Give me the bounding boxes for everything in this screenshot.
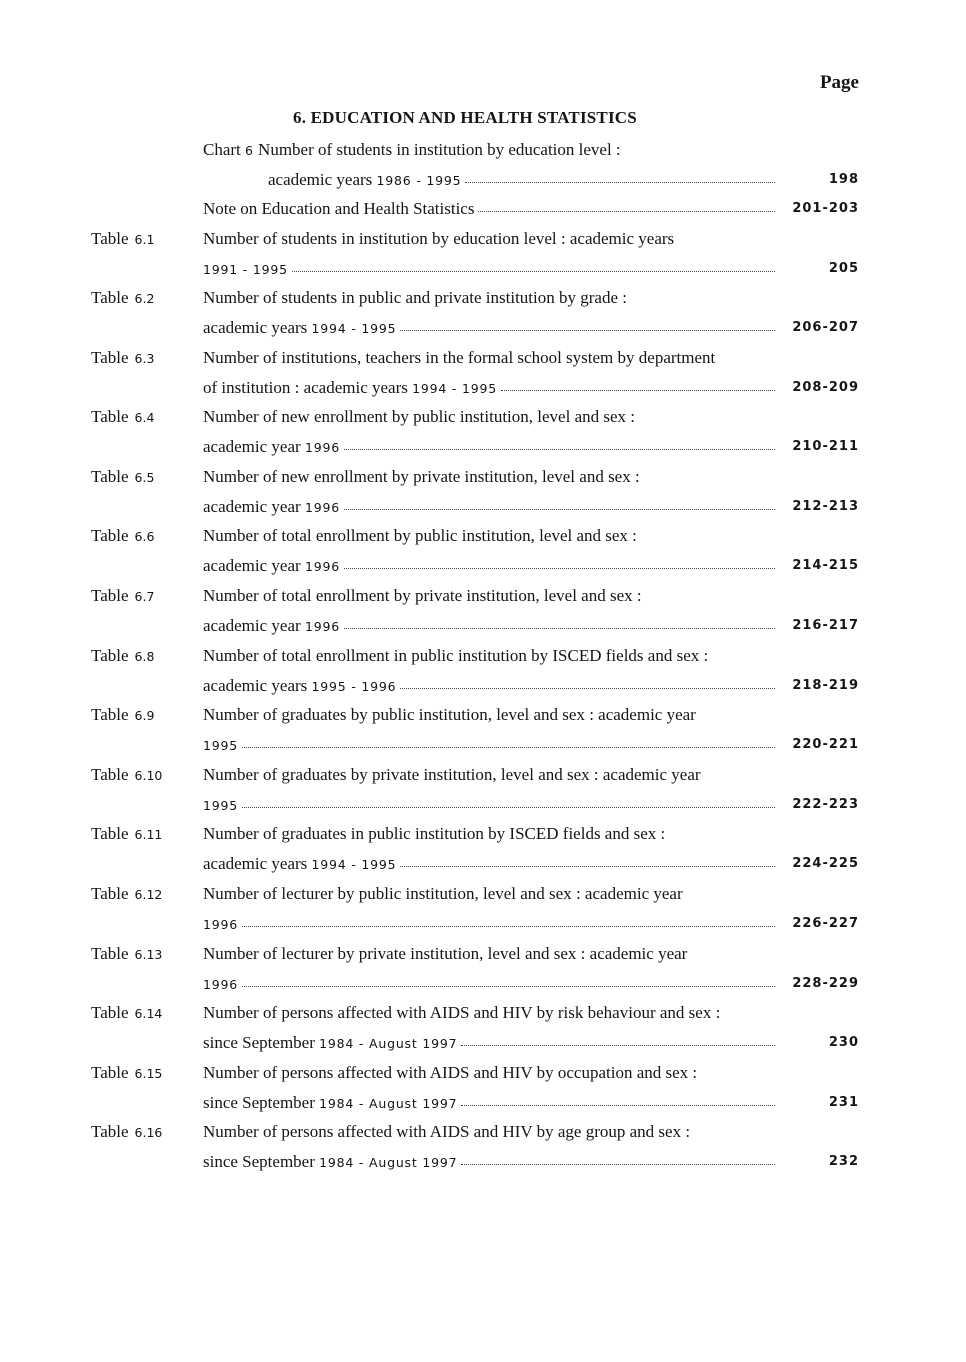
table-label-word: Table: [91, 943, 129, 963]
table-title-line2: [203, 676, 775, 696]
table-line2-text: academic year: [203, 616, 301, 636]
toc-entry-table[interactable]: [0, 344, 966, 404]
dot-leader: [242, 793, 775, 808]
table-label: [91, 705, 154, 725]
table-number: 6.9: [134, 708, 155, 724]
toc-entry-table[interactable]: [0, 820, 966, 880]
dot-leader: [242, 972, 775, 987]
table-number: 6.12: [134, 887, 163, 903]
table-label-word: Table: [91, 228, 129, 248]
chart-line2: [268, 170, 775, 190]
page-number: 214-215: [792, 558, 859, 574]
toc-entry-table[interactable]: [0, 761, 966, 821]
table-title-line2: [203, 378, 775, 398]
table-label-word: Table: [91, 407, 129, 427]
chart-line1: [203, 140, 621, 160]
table-line2-years: 1996: [304, 499, 340, 515]
toc-entry-chart[interactable]: [0, 136, 966, 195]
table-label-word: Table: [91, 1062, 129, 1082]
table-line2-years: 1995: [203, 738, 239, 754]
toc-entry-table[interactable]: [0, 1059, 966, 1119]
table-number: 6.15: [134, 1065, 163, 1081]
table-number: 6.3: [134, 350, 155, 366]
table-title-line2: [203, 318, 775, 338]
table-label: [91, 1122, 162, 1142]
table-title-line1: Number of new enrollment by public institution, level and sex :: [203, 407, 635, 427]
note-line: [203, 199, 775, 219]
table-label-word: Table: [91, 466, 129, 486]
table-line2-years: 1996: [304, 559, 340, 575]
table-line2-text: academic year: [203, 496, 301, 516]
table-label: [91, 467, 154, 487]
table-title-line2: [203, 735, 775, 753]
page-number: 218-219: [792, 677, 859, 693]
table-label-word: Table: [91, 884, 129, 904]
page-number: 205: [828, 260, 859, 276]
table-number: 6.7: [134, 589, 155, 605]
table-line2-years: 1996: [304, 619, 340, 635]
table-label-word: Table: [91, 526, 129, 546]
page-number: 224-225: [792, 856, 859, 872]
table-label: [91, 526, 154, 546]
toc-entry-table[interactable]: [0, 701, 966, 761]
table-line2-text: academic years: [203, 675, 308, 695]
table-title-line1: Number of institutions, teachers in the formal school system by department: [203, 347, 716, 367]
table-title-line1: Number of total enrollment by public institution, level and sex :: [203, 526, 637, 546]
page-number: 228-229: [792, 975, 859, 991]
table-number: 6.13: [134, 946, 163, 962]
table-title-line2: [203, 795, 775, 813]
table-label: [91, 348, 154, 368]
dot-leader: [400, 852, 775, 867]
table-title-line1: Number of total enrollment in public institution by ISCED fields and sex :: [203, 645, 709, 665]
toc-entry-table[interactable]: [0, 1118, 966, 1178]
page-column-heading: Page: [819, 72, 859, 93]
dot-leader: [400, 674, 775, 689]
toc-entry-table[interactable]: [0, 463, 966, 523]
dot-leader: [478, 197, 775, 212]
table-line2-years: 1994 - 1995: [311, 857, 397, 873]
table-title-line2: [203, 556, 775, 576]
chart-line2-text: academic years: [268, 170, 373, 189]
toc-entry-table[interactable]: [0, 642, 966, 702]
dot-leader: [242, 733, 775, 748]
table-number: 6.8: [134, 648, 155, 664]
dot-leader: [465, 168, 775, 183]
chart-title: Number of students in institution by education level :: [258, 140, 621, 159]
table-title-line1: Number of persons affected with AIDS and HIV by age group and sex :: [203, 1122, 691, 1142]
table-line2-text: of institution : academic years: [203, 377, 408, 397]
table-label: [91, 884, 162, 904]
table-line2-text: since September: [203, 1152, 315, 1172]
page-number: 230: [828, 1035, 859, 1051]
table-title-line1: Number of lecturer by public institution, level and sex : academic year: [203, 884, 683, 904]
table-title-line2: [203, 437, 775, 457]
toc-entry-table[interactable]: [0, 522, 966, 582]
page-number: 208-209: [792, 379, 859, 395]
table-number: 6.1: [134, 231, 155, 247]
table-title-line2: [203, 1033, 775, 1053]
table-title-line1: Number of graduates in public institution by ISCED fields and sex :: [203, 824, 666, 844]
table-label: [91, 646, 154, 666]
dot-leader: [242, 912, 775, 927]
table-line2-years: 1995: [203, 797, 239, 813]
chart-label: Chart: [203, 140, 241, 159]
table-label-word: Table: [91, 1003, 129, 1023]
table-title-line2: [203, 259, 775, 277]
table-title-line1: Number of students in institution by education level : academic years: [203, 228, 675, 248]
table-label: [91, 1063, 162, 1083]
table-title-line1: Number of new enrollment by private institution, level and sex :: [203, 466, 640, 486]
table-title-line1: Number of graduates by private institution, level and sex : academic year: [203, 764, 701, 784]
dot-leader: [501, 376, 775, 391]
table-title-line2: [203, 914, 775, 932]
table-label-word: Table: [91, 288, 129, 308]
table-number: 6.6: [134, 529, 155, 545]
table-title-line1: Number of students in public and private institution by grade :: [203, 288, 627, 308]
page-number: 222-223: [792, 796, 859, 812]
page-number: 210-211: [792, 439, 859, 455]
page-number: 226-227: [792, 916, 859, 932]
dot-leader: [461, 1091, 775, 1106]
table-line2-text: academic years: [203, 318, 308, 338]
table-title-line2: [203, 1093, 775, 1113]
toc-entry-table[interactable]: [0, 582, 966, 642]
page-number: 220-221: [792, 737, 859, 753]
table-label-word: Table: [91, 764, 129, 784]
table-title-line1: Number of persons affected with AIDS and HIV by risk behaviour and sex :: [203, 1003, 721, 1023]
toc-entry-table[interactable]: [0, 940, 966, 1000]
toc-entry-table[interactable]: [0, 225, 966, 285]
table-line2-years: 1991 - 1995: [203, 261, 288, 277]
dot-leader: [344, 435, 775, 450]
table-line2-years: 1994 - 1995: [311, 321, 397, 337]
table-title-line1: Number of graduates by public institution, level and sex : academic year: [203, 705, 696, 725]
note-title: Note on Education and Health Statistics: [203, 199, 475, 218]
table-label: [91, 824, 162, 844]
dot-leader: [344, 614, 775, 629]
chart-line2-years: 1986 - 1995: [376, 173, 462, 188]
toc-entry-table[interactable]: [0, 284, 966, 344]
table-line2-years: 1984 - August 1997: [319, 1036, 458, 1052]
table-line2-years: 1996: [304, 440, 340, 456]
table-number: 6.5: [134, 469, 155, 485]
table-line2-years: 1984 - August 1997: [319, 1095, 458, 1111]
table-title-line2: [203, 1152, 775, 1172]
table-label-word: Table: [91, 586, 129, 606]
table-label-word: Table: [91, 1122, 129, 1142]
toc-entry-table[interactable]: [0, 999, 966, 1059]
chart-number: 6: [245, 143, 254, 158]
page-number: 231: [828, 1094, 859, 1110]
dot-leader: [461, 1150, 775, 1165]
table-line2-text: academic year: [203, 556, 301, 576]
table-line2-years: 1996: [203, 976, 239, 992]
table-line2-text: since September: [203, 1092, 315, 1112]
table-label-word: Table: [91, 347, 129, 367]
table-number: 6.14: [134, 1006, 163, 1022]
page-number: 201-203: [792, 201, 859, 216]
page-number: 216-217: [792, 618, 859, 634]
table-title-line1: Number of lecturer by private institution, level and sex : academic year: [203, 943, 688, 963]
table-title-line2: [203, 497, 775, 517]
table-label: [91, 586, 154, 606]
page-number: 206-207: [792, 320, 859, 336]
page-number: 232: [828, 1154, 859, 1170]
table-label-word: Table: [91, 824, 129, 844]
table-number: 6.11: [134, 827, 163, 843]
page-number: 198: [828, 172, 859, 187]
table-line2-years: 1995 - 1996: [311, 678, 397, 694]
toc-entry-table[interactable]: [0, 880, 966, 940]
table-entries: [0, 225, 966, 1179]
table-line2-text: academic year: [203, 437, 301, 457]
table-label: [91, 1003, 162, 1023]
page-number: 212-213: [792, 498, 859, 514]
table-label: [91, 944, 162, 964]
table-label-word: Table: [91, 705, 129, 725]
table-title-line1: Number of total enrollment by private institution, level and sex :: [203, 586, 642, 606]
table-title-line1: Number of persons affected with AIDS and HIV by occupation and sex :: [203, 1062, 698, 1082]
table-number: 6.10: [134, 767, 163, 783]
toc-entry-table[interactable]: [0, 403, 966, 463]
dot-leader: [292, 257, 775, 272]
table-of-contents: [0, 136, 966, 1178]
table-label: [91, 229, 154, 249]
table-line2-years: 1994 - 1995: [412, 380, 498, 396]
table-title-line2: [203, 616, 775, 636]
table-line2-years: 1984 - August 1997: [319, 1155, 458, 1171]
dot-leader: [344, 554, 775, 569]
table-label: [91, 407, 154, 427]
section-title: 6. EDUCATION AND HEALTH STATISTICS: [293, 108, 637, 127]
dot-leader: [344, 495, 775, 510]
toc-entry-note[interactable]: [0, 195, 966, 225]
table-number: 6.4: [134, 410, 155, 426]
table-number: 6.16: [134, 1125, 163, 1141]
dot-leader: [400, 316, 775, 331]
table-title-line2: [203, 974, 775, 992]
table-title-line2: [203, 854, 775, 874]
table-line2-text: academic years: [203, 854, 308, 874]
table-line2-text: since September: [203, 1033, 315, 1053]
table-label: [91, 765, 162, 785]
table-number: 6.2: [134, 291, 155, 307]
table-line2-years: 1996: [203, 917, 239, 933]
table-label: [91, 288, 154, 308]
table-label-word: Table: [91, 645, 129, 665]
dot-leader: [461, 1031, 775, 1046]
